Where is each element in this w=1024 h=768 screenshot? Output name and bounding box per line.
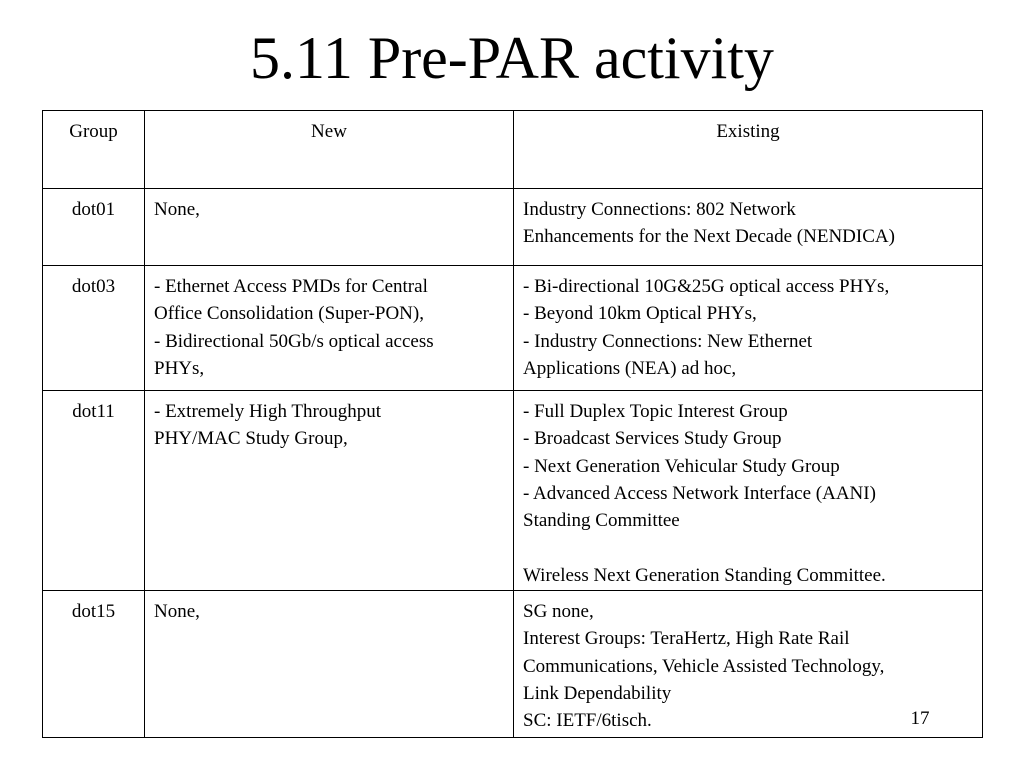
new-line: PHY/MAC Study Group, xyxy=(154,428,348,450)
existing-cell xyxy=(514,189,983,266)
existing-line: SG none, xyxy=(523,601,594,622)
existing-line: - Beyond 10km Optical PHYs, xyxy=(523,303,757,325)
existing-line: - Next Generation Vehicular Study Group xyxy=(523,455,840,477)
new-line: None, xyxy=(154,601,200,622)
existing-line: Enhancements for the Next Decade (NENDICA) xyxy=(523,226,895,248)
existing-line: Wireless Next Generation Standing Committee. xyxy=(523,564,886,586)
new-cell xyxy=(145,391,514,591)
existing-cell xyxy=(514,391,983,591)
new-line: - Bidirectional 50Gb/s optical access xyxy=(154,330,434,352)
existing-line: Interest Groups: TeraHertz, High Rate Rail xyxy=(523,628,850,650)
existing-line: - Full Duplex Topic Interest Group xyxy=(523,401,788,422)
new-cell xyxy=(145,266,514,391)
existing-line: Standing Committee xyxy=(523,510,680,532)
new-line: Office Consolidation (Super-PON), xyxy=(154,303,424,325)
new-cell xyxy=(145,591,514,738)
existing-line: - Industry Connections: New Ethernet xyxy=(523,330,813,352)
new-cell xyxy=(145,189,514,266)
group-cell: dot01 xyxy=(43,189,145,266)
table-row xyxy=(43,391,983,591)
existing-line: - Advanced Access Network Interface (AANI) xyxy=(523,482,876,504)
existing-line: Link Dependability xyxy=(523,682,672,704)
existing-line: Applications (NEA) ad hoc, xyxy=(523,357,737,379)
new-line: PHYs, xyxy=(154,357,205,379)
header-group: Group xyxy=(43,111,145,189)
existing-line: SC: IETF/6tisch. xyxy=(523,710,652,732)
existing-cell xyxy=(514,266,983,391)
table-row xyxy=(43,189,983,266)
header-new: New xyxy=(145,111,514,189)
slide-title: 5.11 Pre-PAR activity xyxy=(250,25,774,91)
group-cell: dot15 xyxy=(43,591,145,738)
pre-par-activity-table xyxy=(42,110,983,738)
existing-line: - Bi-directional 10G&25G optical access PHYs, xyxy=(523,276,890,297)
new-line: - Ethernet Access PMDs for Central xyxy=(154,276,428,297)
table-row xyxy=(43,266,983,391)
table-row xyxy=(43,591,983,738)
blank-line xyxy=(523,534,973,561)
existing-line: Industry Connections: 802 Network xyxy=(523,199,796,220)
group-cell: dot11 xyxy=(43,391,145,591)
page-number: 17 xyxy=(910,708,930,729)
header-existing: Existing xyxy=(514,111,983,189)
new-line: None, xyxy=(154,199,200,220)
existing-line: - Broadcast Services Study Group xyxy=(523,428,782,450)
new-line: - Extremely High Throughput xyxy=(154,401,382,422)
group-cell: dot03 xyxy=(43,266,145,391)
table-header-row xyxy=(43,111,983,189)
existing-line: Communications, Vehicle Assisted Technology, xyxy=(523,655,885,677)
